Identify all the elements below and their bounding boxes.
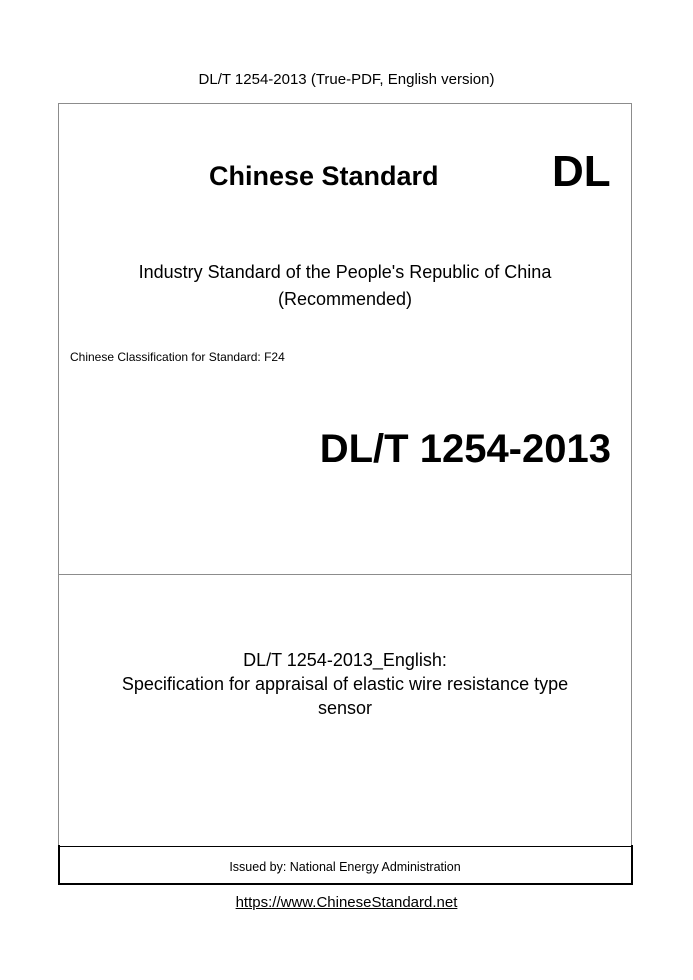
page-header: DL/T 1254-2013 (True-PDF, English version) xyxy=(198,71,495,88)
cover-top-section xyxy=(59,104,631,575)
frame-edge-right xyxy=(631,845,633,885)
title-line: sensor xyxy=(317,698,373,718)
industry-standard-line: Industry Standard of the People's Republic of China xyxy=(138,262,552,282)
issuer-section xyxy=(59,846,631,886)
cover-frame xyxy=(58,103,632,885)
standard-number: DL/T 1254-2013 xyxy=(319,427,611,471)
frame-edge-left xyxy=(58,845,60,885)
dl-mark: DL xyxy=(552,147,611,196)
website-link[interactable]: https://www.ChineseStandard.net xyxy=(235,894,458,911)
cover-title-section xyxy=(59,575,631,846)
frame-edge-bottom xyxy=(58,883,632,885)
title-line: Specification for appraisal of elastic wire resistance type xyxy=(121,674,569,694)
issued-by: Issued by: National Energy Administration xyxy=(229,860,461,874)
document-title xyxy=(59,648,631,720)
classification-line: Chinese Classification for Standard: F24 xyxy=(70,350,285,364)
title-line: DL/T 1254-2013_English: xyxy=(243,650,447,670)
chinese-standard-heading: Chinese Standard xyxy=(209,161,439,191)
recommended-line: (Recommended) xyxy=(277,289,413,309)
